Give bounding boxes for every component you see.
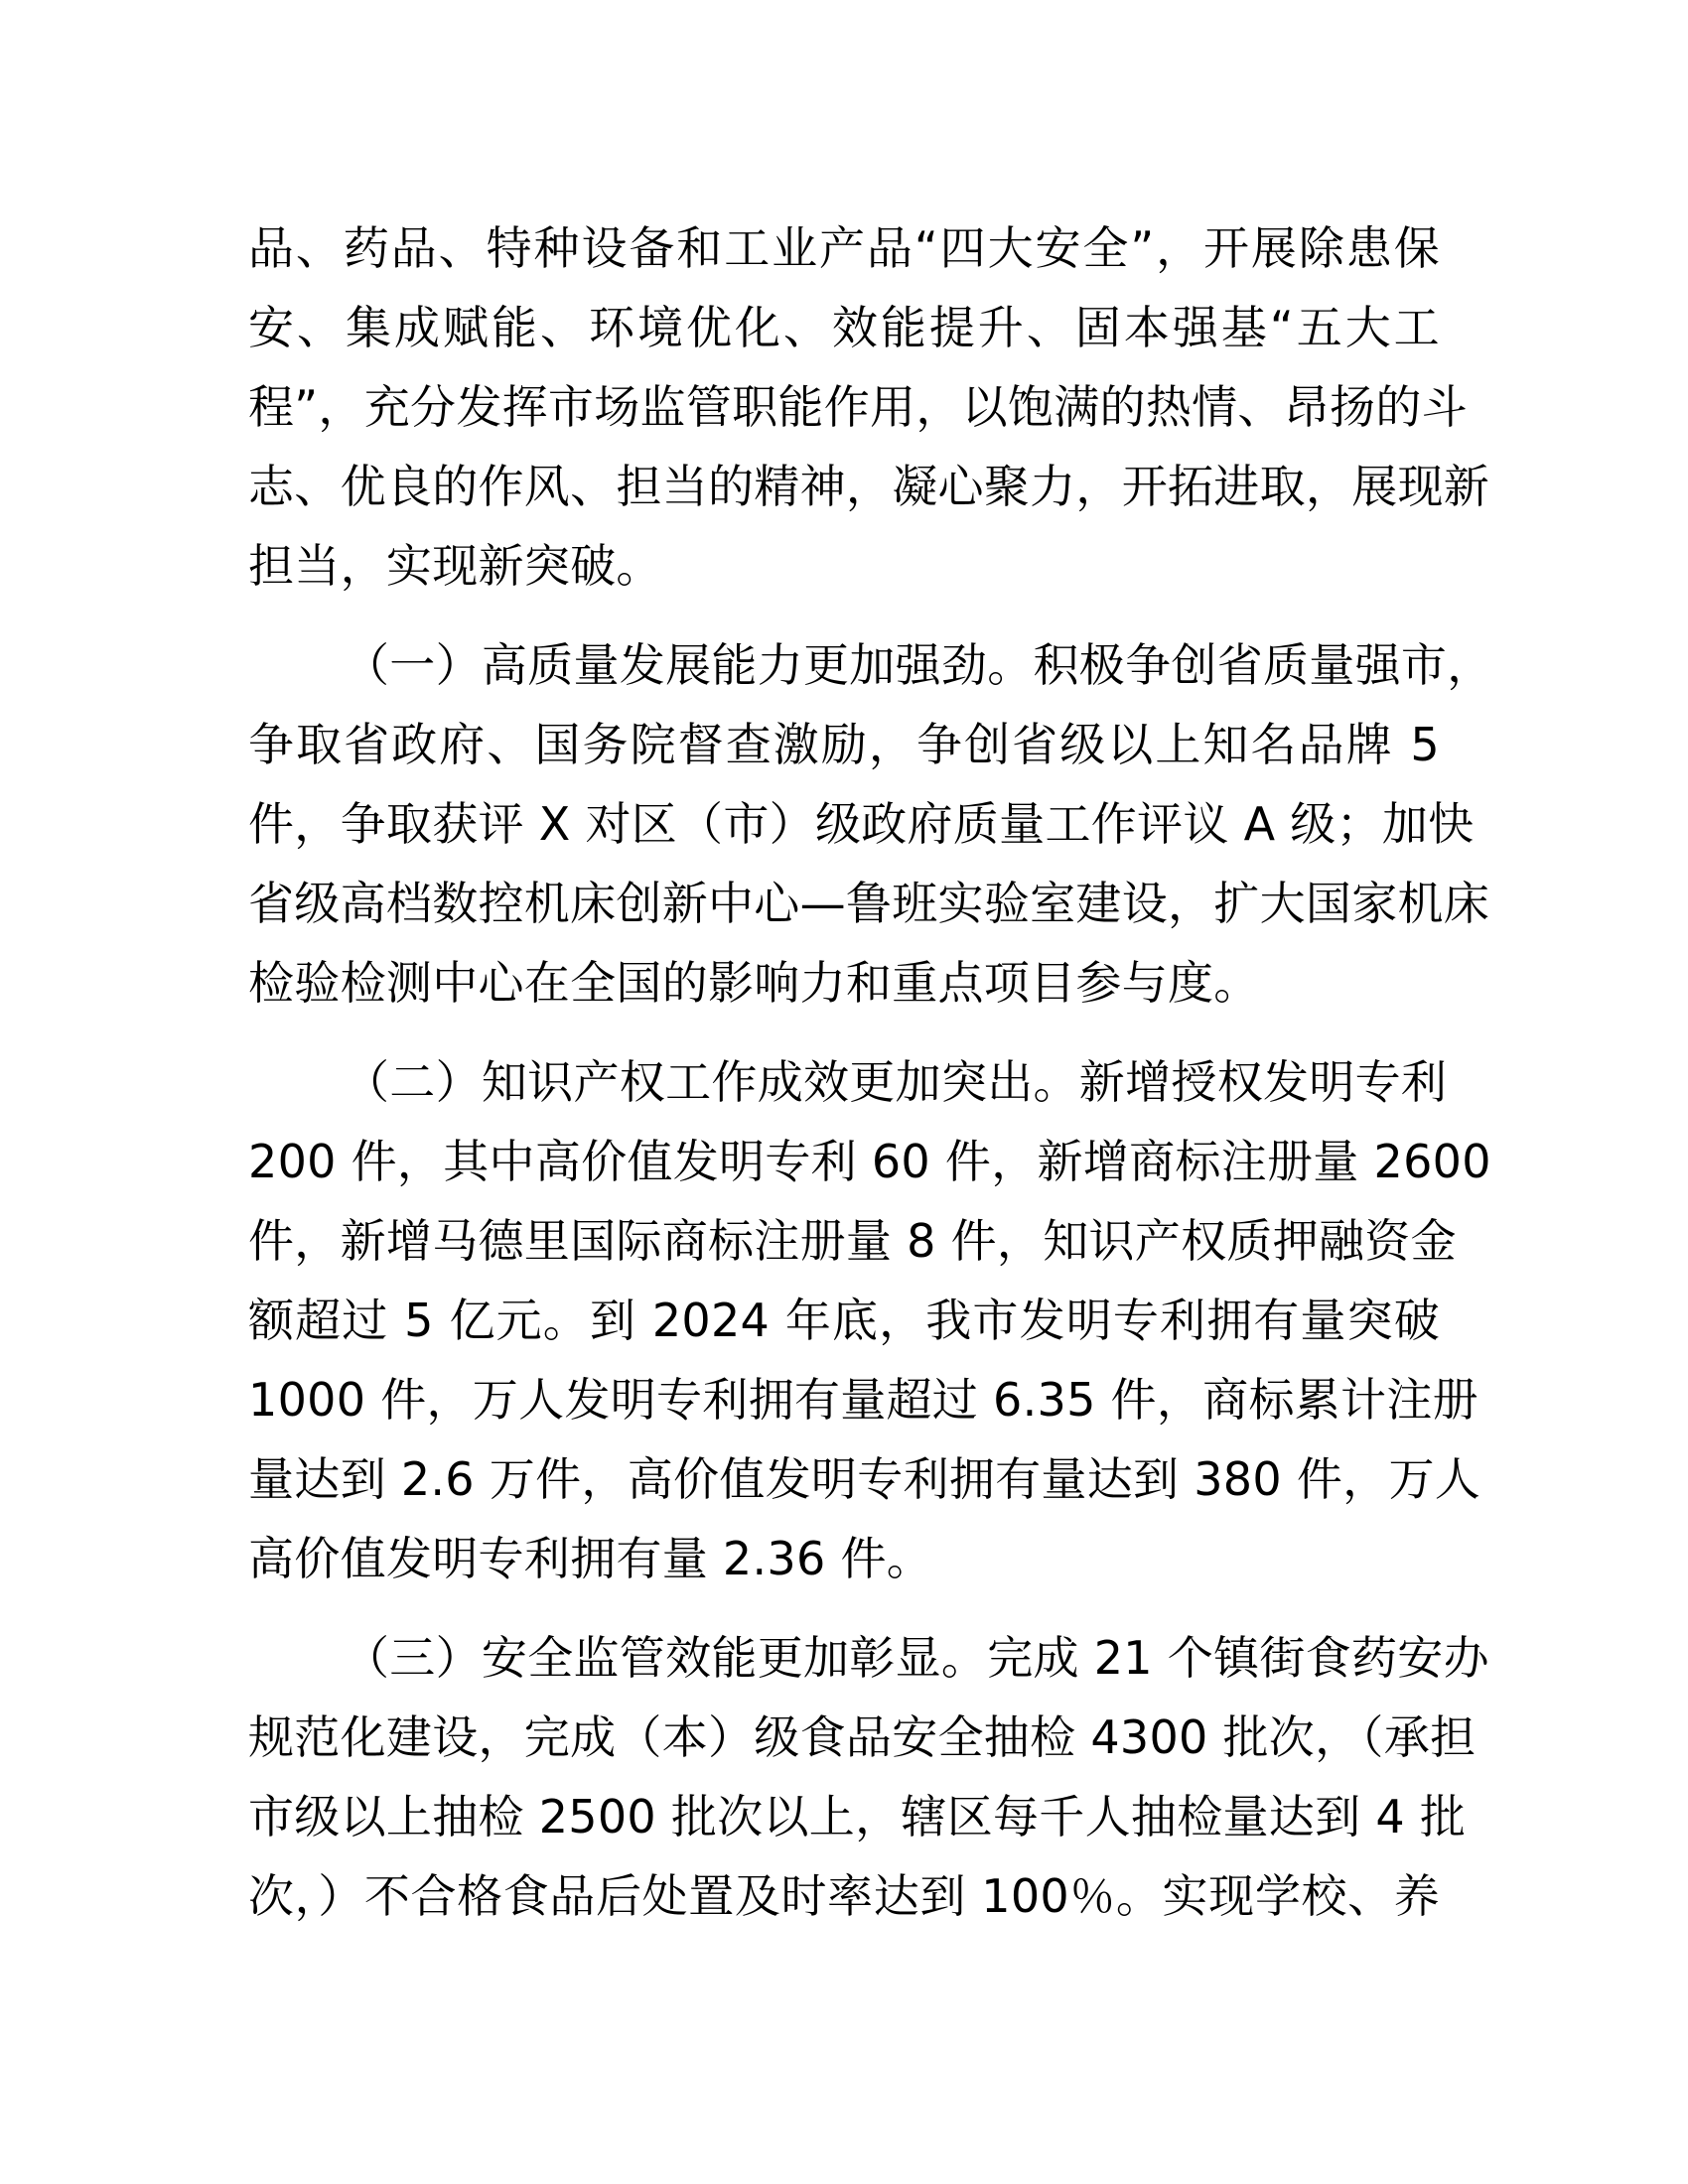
- text-line: 市级以上抽检 2500 批次以上，辖区每千人抽检量达到 4 批: [248, 1790, 1467, 1843]
- text-line: 担当，实现新突破。: [248, 539, 662, 593]
- text-line: 1000 件，万人发明专利拥有量超过 6.35 件，商标累计注册: [248, 1373, 1478, 1427]
- text-line: 额超过 5 亿元。到 2024 年底，我市发明专利拥有量突破: [248, 1294, 1440, 1347]
- text-line: 争取省政府、国务院督查激励，争创省级以上知名品牌 5: [248, 718, 1440, 771]
- text-line: 高价值发明专利拥有量 2.36 件。: [248, 1532, 933, 1585]
- text-line: 件，争取获评 X 对区（市）级政府质量工作评议 A 级；加快: [248, 797, 1475, 851]
- text-line: 件，新增马德里国际商标注册量 8 件，知识产权质押融资金: [248, 1214, 1457, 1268]
- text-line: （一）高质量发展能力更加强劲。积极争创省质量强市，: [344, 638, 1493, 692]
- text-line: （二）知识产权工作成效更加突出。新增授权发明专利: [344, 1055, 1448, 1109]
- text-line: 量达到 2.6 万件，高价值发明专利拥有量达到 380 件，万人: [248, 1452, 1481, 1506]
- text-line: 志、优良的作风、担当的精神，凝心聚力，开拓进取，展现新: [248, 460, 1490, 513]
- text-line: 品、药品、特种设备和工业产品“四大安全”，开展除患保: [248, 221, 1440, 275]
- text-line: 200 件，其中高价值发明专利 60 件，新增商标注册量 2600: [248, 1135, 1491, 1188]
- text-line: 规范化建设，完成（本）级食品安全抽检 4300 批次，（承担: [248, 1710, 1477, 1764]
- text-line: 程”，充分发挥市场监管职能作用，以饱满的热情、昂扬的斗: [248, 380, 1468, 434]
- text-line: 省级高档数控机床创新中心—鲁班实验室建设，扩大国家机床: [248, 877, 1490, 930]
- text-line: 安、集成赋能、环境优化、效能提升、固本强基“五大工: [248, 301, 1440, 354]
- text-line: （三）安全监管效能更加彰显。完成 21 个镇街食药安办: [344, 1631, 1489, 1685]
- text-line: 次，）不合格食品后处置及时率达到 100％。实现学校、养: [248, 1869, 1440, 1923]
- text-line: 检验检测中心在全国的影响力和重点项目参与度。: [248, 956, 1260, 1010]
